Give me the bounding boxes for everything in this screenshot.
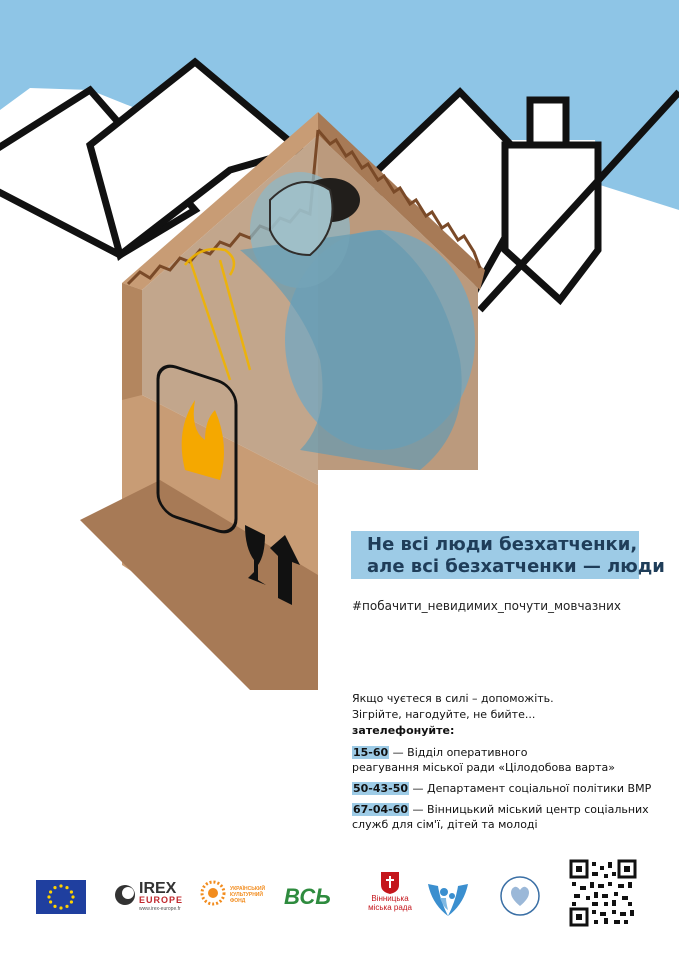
city-council-line-1: Вінницька bbox=[371, 894, 409, 903]
vinnytsia-city-council-logo bbox=[360, 872, 420, 922]
contact-item bbox=[352, 745, 651, 775]
ukrainian-cultural-fund-text: УКРАЇНСЬКИЙ КУЛЬТУРНИЙ ФОНД bbox=[230, 886, 266, 904]
phone-number[interactable]: 50-43-50 bbox=[353, 782, 409, 795]
heart-logo bbox=[500, 872, 540, 920]
headline-box bbox=[351, 531, 665, 579]
intro-call-to-action: зателефонуйте: bbox=[352, 724, 455, 737]
phone-number[interactable]: 15-60 bbox=[353, 746, 389, 759]
sponsor-logos bbox=[34, 858, 644, 933]
sun-icon bbox=[200, 880, 226, 906]
irex-url: www.irex-europe.fr bbox=[139, 906, 181, 912]
ukrainian-cultural-fund-logo bbox=[200, 876, 270, 916]
contact-description-line-2: служб для сім'ї, дітей та молоді bbox=[352, 818, 538, 831]
headline-line-1: Не всі люди безхатченки, bbox=[367, 534, 638, 555]
qr-code[interactable] bbox=[568, 858, 638, 928]
contact-list bbox=[352, 745, 651, 838]
contact-item bbox=[352, 781, 651, 796]
intro-text bbox=[352, 691, 554, 739]
vsb-logo: ВСЬ bbox=[284, 884, 331, 909]
headline-line-2: але всі безхатченки — люди bbox=[367, 556, 665, 577]
contact-description-line-2: реагування міської ради «Цілодобова варта» bbox=[352, 761, 616, 774]
box-front-left bbox=[122, 283, 142, 400]
irex-title: IREX bbox=[139, 880, 177, 897]
irex-emblem-icon bbox=[114, 884, 136, 906]
contact-description: — Вінницький міський центр соціальних bbox=[409, 803, 649, 816]
hands-family-logo bbox=[424, 874, 472, 918]
intro-line-2: Зігрійте, нагодуйте, не бийте... bbox=[352, 708, 536, 721]
irex-europe-logo bbox=[114, 880, 184, 914]
eu-flag-logo bbox=[36, 880, 86, 914]
city-coat-of-arms-icon bbox=[381, 872, 399, 894]
irex-subtitle: EUROPE bbox=[139, 895, 184, 905]
hashtag: #побачити_невидимих_почути_мовчазних bbox=[352, 599, 622, 613]
contact-item bbox=[352, 802, 651, 832]
contact-description: — Відділ оперативного bbox=[389, 746, 528, 759]
intro-line-1: Якщо чуєтеся в силі – допоможіть. bbox=[352, 692, 554, 705]
contact-description: — Департамент соціальної політики ВМР bbox=[409, 782, 652, 795]
city-council-line-2: міська рада bbox=[368, 903, 412, 912]
phone-number[interactable]: 67-04-60 bbox=[353, 803, 409, 816]
